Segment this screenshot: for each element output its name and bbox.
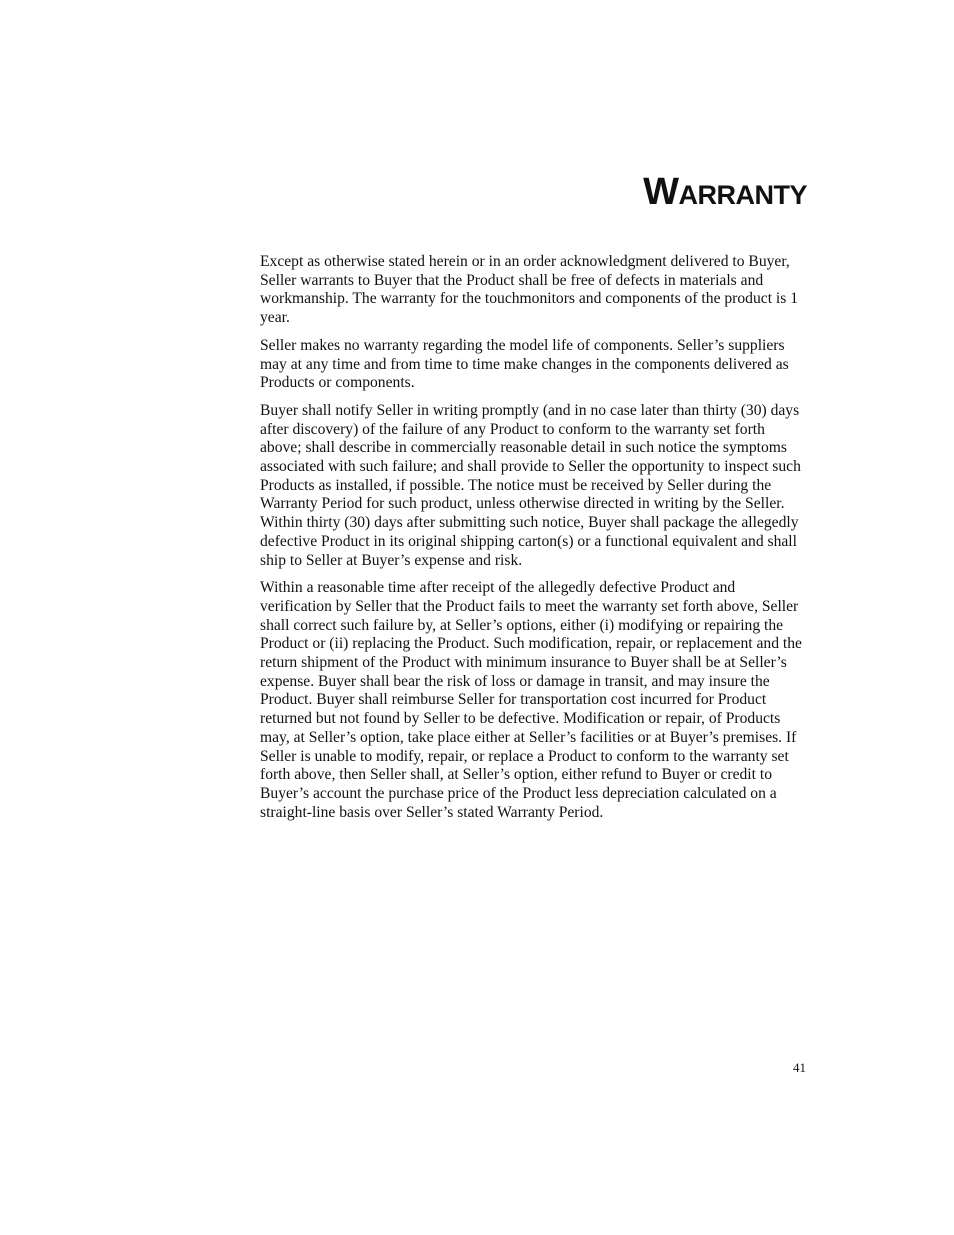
page-number: 41 (793, 1060, 806, 1075)
warranty-body (260, 253, 806, 831)
paragraph-buyer-notification: Buyer shall notify Seller in writing promptly (and in no case later than thirty (30) days after discovery) of the failure of any Product to conform to the warranty set forth above; shall describe in commercially reasonable detail in such notice the symptoms associated with such failure; and shall provide to Seller the opportunity to inspect such Products as installed, if possible. The notice must be received by Seller during the Warranty Period for such product, unless otherwise directed in writing by the Seller. Within thirty (30) days after submitting such notice, Buyer shall package the allegedly defective Product in its original shipping carton(s) or a functional equivalent and shall ship to Seller at Buyer’s expense and risk. (260, 401, 801, 569)
paragraph-component-changes: Seller makes no warranty regarding the model life of components. Seller’s suppliers may at any time and from time to time make changes in the components delivered as Products or components. (260, 336, 789, 392)
page-title: Warranty (643, 171, 807, 213)
paragraph-seller-remedy: Within a reasonable time after receipt of the allegedly defective Product and verification by Seller that the Product fails to meet the warranty set forth above, Seller shall correct such failure by, at Seller’s options, either (i) modifying or repairing the Product or (ii) replacing the Product. Such modification, repair, or replacement and the return shipment of the Product with minimum insurance to Buyer shall be at Seller’s expense. Buyer shall bear the risk of loss or damage in transit, and may insure the Product. Buyer shall reimburse Seller for transportation cost incurred for Product returned but not found by Seller to be defective. Modification or repair, of Products may, at Seller’s option, take place either at Seller’s facilities or at Buyer’s premises. If Seller is unable to modify, repair, or replace a Product to conform to the warranty set forth above, then Seller shall, at Seller’s option, either refund to Buyer or credit to Buyer’s account the purchase price of the Product less depreciation calculated on a straight-line basis over Seller’s stated Warranty Period. (260, 579, 802, 821)
paragraph-warranty-term: Except as otherwise stated herein or in an order acknowledgment delivered to Buyer, Seller warrants to Buyer that the Product shall be free of defects in materials and workmanship. The warranty for the touchmonitors and components of the product is 1 year. (260, 253, 799, 327)
